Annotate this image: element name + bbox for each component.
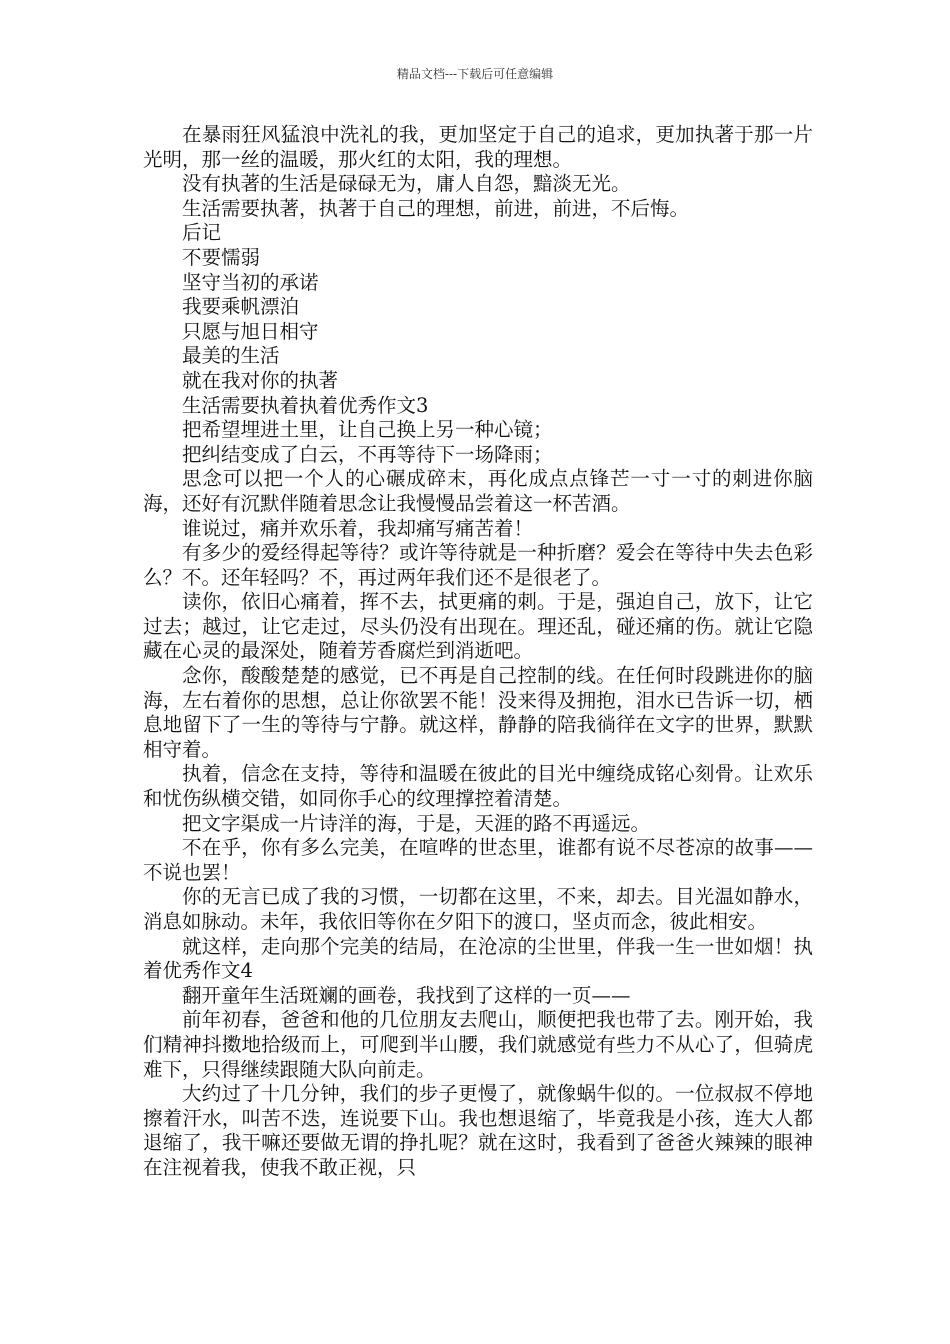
paragraph: 执着，信念在支持，等待和温暖在彼此的目光中缠绕成铭心刻骨。让欢乐和忧伤纵横交错，如同你手心的纹理撑控着清楚。 — [143, 762, 813, 811]
paragraph: 生活需要执着执着优秀作文3 — [182, 393, 429, 417]
paragraph: 大约过了十几分钟，我们的步子更慢了，就像蜗牛似的。一位叔叔不停地擦着汗水，叫苦不迭，连说要下山。我也想退缩了，毕竟我是小孩，连大人都退缩了，我干嘛还要做无谓的挣扎呢？就在这时，我看到了爸爸火辣辣的眼神在注视着我，使我不敢正视，只 — [143, 1082, 813, 1179]
paragraph: 把纠结变成了白云，不再等待下一场降雨； — [182, 442, 553, 466]
paragraph: 坚守当初的承诺 — [182, 270, 319, 294]
paragraph: 你的无言已成了我的习惯，一切都在这里，不来，却去。目光温如静水，消息如脉动。未年，我依旧等你在夕阳下的渡口，坚贞而念，彼此相安。 — [143, 885, 813, 933]
paragraph: 生活需要执著，执著于自己的理想，前进，前进，不后悔。 — [182, 196, 690, 220]
paragraph: 读你，依旧心痛着，挥不去，拭更痛的刺。于是，强迫自己，放下，让它过去；越过，让它走过，尽头仍没有出现在。理还乱，碰还痛的伤。就让它隐藏在心灵的最深处，随着芳香腐烂到消逝吧。 — [143, 590, 813, 663]
paragraph: 谁说过，痛并欢乐着，我却痛写痛苦着！ — [182, 516, 534, 540]
paragraph: 最美的生活 — [182, 344, 280, 368]
paragraph: 前年初春，爸爸和他的几位朋友去爬山，顺便把我也带了去。刚开始，我们精神抖擞地拾级而上，可爬到半山腰，我们就感觉有些力不从心了，但骑虎难下，只得继续跟随大队向前走。 — [143, 1008, 813, 1081]
paragraph: 把文字渠成一片诗洋的海，于是，天涯的路不再遥远。 — [182, 811, 651, 835]
paragraph: 不在乎，你有多么完美，在喧哗的世态里，谁都有说不尽苍凉的故事——不说也罢！ — [143, 836, 813, 884]
paragraph: 把希望埋进土里，让自己换上另一种心镜； — [182, 418, 553, 442]
paragraph: 就在我对你的执著 — [182, 368, 339, 392]
paragraph: 没有执著的生活是碌碌无为，庸人自怨，黯淡无光。 — [182, 172, 631, 196]
document-body — [143, 123, 813, 1181]
paragraph: 后记 — [182, 221, 222, 245]
paragraph: 只愿与旭日相守 — [182, 319, 319, 343]
page-header: 精品文档---下载后可任意编辑 — [396, 67, 554, 81]
paragraph: 念你，酸酸楚楚的感觉，已不再是自己控制的线。在任何时段跳进你的脑海，左右着你的思想，总让你欲罢不能！没来得及拥抱，泪水已告诉一切，栖息地留下了一生的等待与宁静。就这样，静静的陪我徜徉在文字的世界，默默相守着。 — [143, 664, 813, 761]
paragraph: 不要懦弱 — [182, 245, 261, 269]
paragraph: 就这样，走向那个完美的结局，在沧凉的尘世里，伴我一生一世如烟！执着优秀作文4 — [143, 934, 813, 983]
paragraph: 我要乘帆漂泊 — [182, 295, 300, 319]
paragraph: 在暴雨狂风猛浪中洗礼的我，更加坚定于自己的追求，更加执著于那一片光明，那一丝的温暖，那火红的太阳，我的理想。 — [143, 123, 813, 171]
paragraph: 思念可以把一个人的心碾成碎末，再化成点点锋芒一寸一寸的刺进你脑海，还好有沉默伴随着思念让我慢慢品尝着这一杯苦酒。 — [143, 467, 813, 515]
paragraph: 翻开童年生活斑斓的画卷，我找到了这样的一页—— — [182, 983, 631, 1007]
paragraph: 有多少的爱经得起等待？或许等待就是一种折磨？爱会在等待中失去色彩么？不。还年轻吗？不，再过两年我们还不是很老了。 — [143, 541, 813, 589]
